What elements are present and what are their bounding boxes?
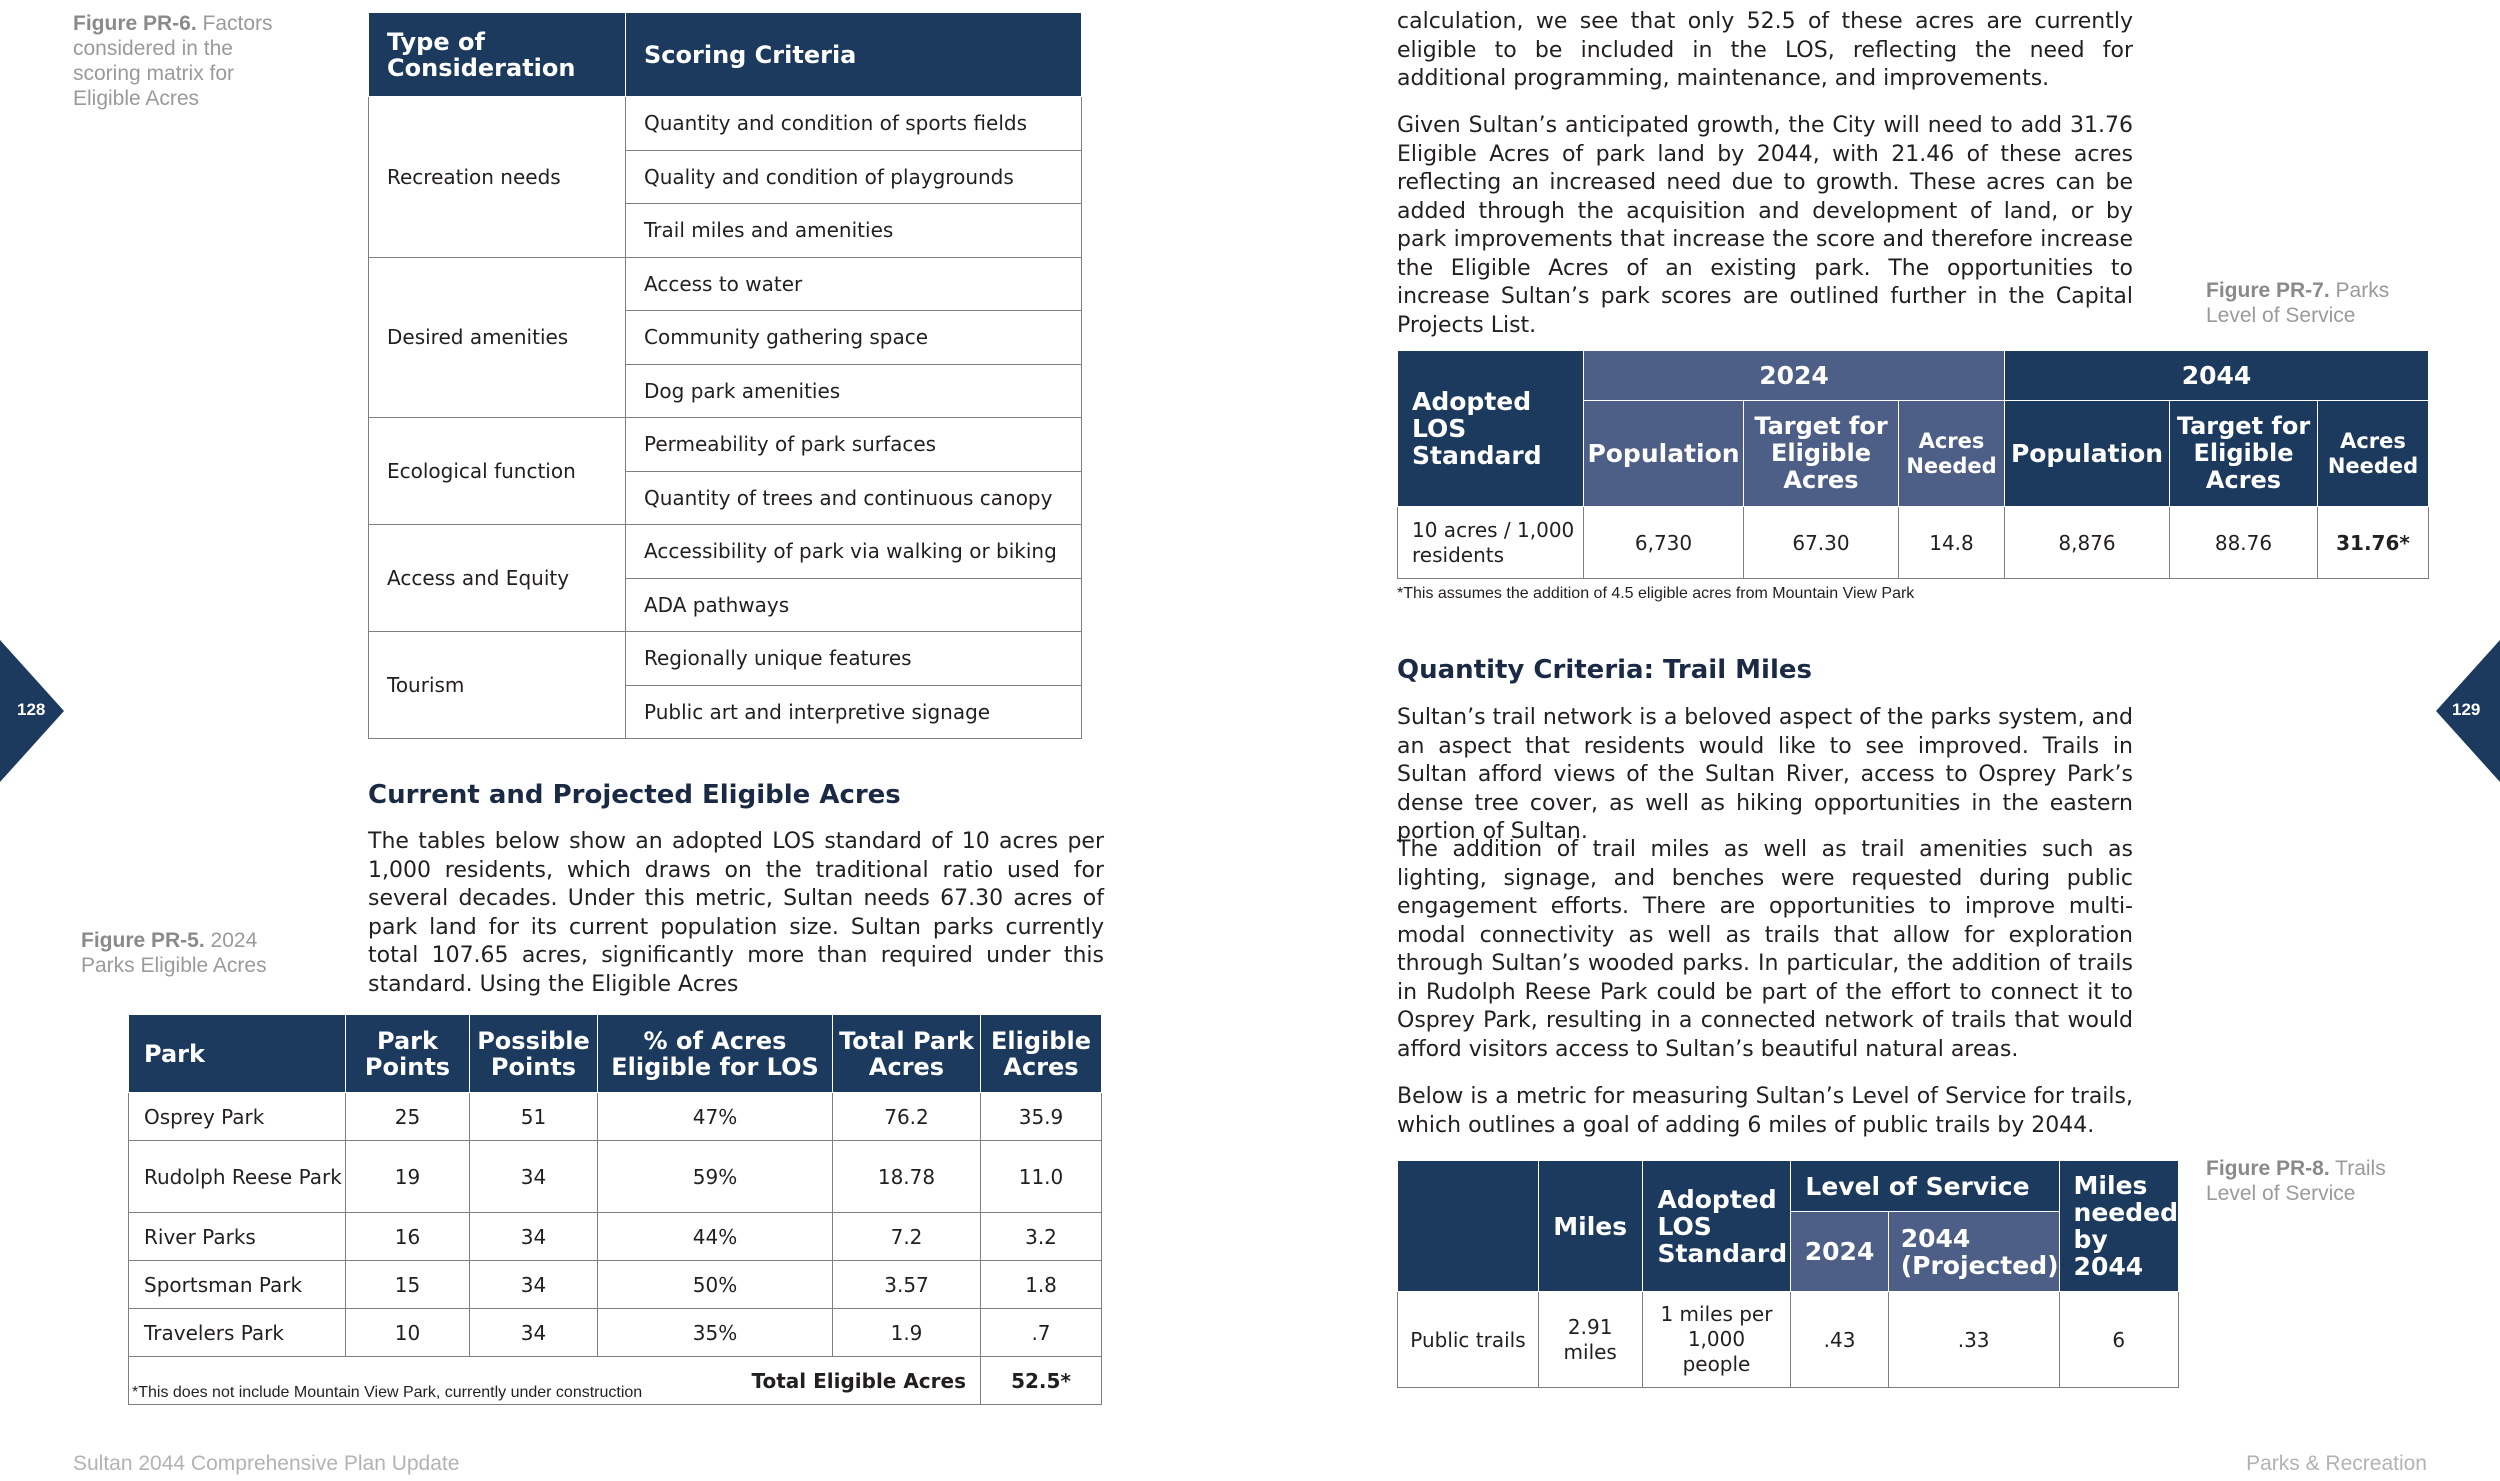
- type-cell: Tourism: [369, 632, 626, 739]
- pct-eligible: 59%: [598, 1141, 833, 1213]
- figure-text: 2024 Parks Eligible Acres: [81, 929, 267, 977]
- criteria-cell: Trail miles and amenities: [626, 204, 1082, 258]
- park-name: Travelers Park: [129, 1309, 346, 1357]
- trail-los-2024: .43: [1791, 1292, 1888, 1388]
- trail-los-2044: .33: [1888, 1292, 2059, 1388]
- pct-eligible: 47%: [598, 1093, 833, 1141]
- park-points: 10: [346, 1309, 470, 1357]
- figure-label: Figure PR-6.: [73, 12, 197, 35]
- trail-miles-needed: 6: [2059, 1292, 2178, 1388]
- figure-pr5-caption: [81, 928, 301, 978]
- table-row: [1398, 507, 2429, 579]
- target-2024: 67.30: [1744, 507, 1899, 579]
- header-target-2044: Target for Eligible Acres: [2170, 401, 2318, 507]
- pct-eligible: 44%: [598, 1213, 833, 1261]
- park-name: River Parks: [129, 1213, 346, 1261]
- trail-type: Public trails: [1398, 1292, 1539, 1388]
- criteria-cell: Public art and interpretive signage: [626, 685, 1082, 739]
- figure-label: Figure PR-5.: [81, 929, 205, 952]
- parks-table-footnote: *This does not include Mountain View Park, currently under construction: [132, 1384, 643, 1401]
- trail-paragraph-1: Sultan’s trail network is a beloved aspect of the parks system, and an aspect that residents would like to see improved. Trails in Sultan afford views of the Sultan River, access to Osprey Park’s dense tree cover, as well as hiking opportunities in the eastern portion of Sultan.: [1397, 705, 2133, 844]
- table-row: [129, 1141, 1102, 1213]
- figure-text: Trails Level of Service: [2206, 1157, 2386, 1205]
- park-name: Rudolph Reese Park: [129, 1141, 346, 1213]
- header-year-2024: 2024: [1584, 351, 2005, 401]
- criteria-cell: ADA pathways: [626, 578, 1082, 632]
- header-type: Type of Consideration: [369, 13, 626, 97]
- section-heading-eligible-acres: Current and Projected Eligible Acres: [368, 780, 901, 810]
- page-number-right: 129: [2452, 700, 2481, 719]
- parks-eligible-acres-table: [128, 1014, 1102, 1405]
- header-los-2024: 2024: [1791, 1212, 1888, 1292]
- figure-pr8-caption: [2206, 1156, 2436, 1206]
- eligible-acres: 35.9: [981, 1093, 1102, 1141]
- table-total-row: [129, 1357, 1102, 1405]
- section-heading-trail-miles: Quantity Criteria: Trail Miles: [1397, 655, 1812, 685]
- header-level-of-service: Level of Service: [1791, 1161, 2059, 1212]
- page-number-left: 128: [17, 700, 46, 719]
- header-park: Park: [129, 1015, 346, 1093]
- header-possible-points: Possible Points: [470, 1015, 598, 1093]
- total-label-cell: [129, 1357, 981, 1405]
- type-cell: Recreation needs: [369, 97, 626, 258]
- trail-standard: 1 miles per 1,000 people: [1642, 1292, 1791, 1388]
- los-standard: 10 acres / 1,000 residents: [1398, 507, 1584, 579]
- acres-needed-2044: 31.76*: [2318, 507, 2429, 579]
- figure-text: Factors considered in the scoring matrix for Eligible Acres: [73, 12, 273, 110]
- trails-los-table: [1397, 1160, 2179, 1388]
- total-label: Total Eligible Acres: [751, 1369, 966, 1393]
- header-eligible-acres: Eligible Acres: [981, 1015, 1102, 1093]
- criteria-cell: Quantity and condition of sports fields: [626, 97, 1082, 151]
- table-row: [129, 1213, 1102, 1261]
- section-paragraph: The tables below show an adopted LOS standard of 10 acres per 1,000 residents, which draws on the traditional ratio used for several decades. Under this metric, Sultan needs 67.30 acres of park land for its current population size. Sultan parks currently total 107.65 acres, significantly more than required under this standard. Using the Eligible Acres: [368, 829, 1104, 997]
- criteria-cell: Dog park amenities: [626, 364, 1082, 418]
- figure-pr7-caption: [2206, 278, 2436, 328]
- intro-paragraph-1: calculation, we see that only 52.5 of these acres are currently eligible to be included in the LOS, reflecting the need for additional programming, maintenance, and improvements.: [1397, 9, 2133, 91]
- criteria-cell: Permeability of park surfaces: [626, 418, 1082, 472]
- possible-points: 51: [470, 1093, 598, 1141]
- header-population-2044: Population: [2005, 401, 2170, 507]
- total-acres: 7.2: [833, 1213, 981, 1261]
- figure-pr6-caption: [73, 11, 303, 111]
- trail-paragraph-3: Below is a metric for measuring Sultan’s Level of Service for trails, which outlines a goal of adding 6 miles of public trails by 2044.: [1397, 1084, 2133, 1138]
- header-population-2024: Population: [1584, 401, 1744, 507]
- footer-right: Parks & Recreation: [2246, 1452, 2427, 1475]
- target-2044: 88.76: [2170, 507, 2318, 579]
- park-name: Sportsman Park: [129, 1261, 346, 1309]
- header-park-points: Park Points: [346, 1015, 470, 1093]
- population-2044: 8,876: [2005, 507, 2170, 579]
- park-points: 16: [346, 1213, 470, 1261]
- parks-los-table: [1397, 350, 2429, 579]
- footer-left: Sultan 2044 Comprehensive Plan Update: [73, 1452, 460, 1475]
- type-cell: Access and Equity: [369, 525, 626, 632]
- header-criteria: Scoring Criteria: [626, 13, 1082, 97]
- criteria-cell: Regionally unique features: [626, 632, 1082, 686]
- header-acres-needed-2024: Acres Needed: [1899, 401, 2005, 507]
- park-name: Osprey Park: [129, 1093, 346, 1141]
- header-adopted-standard: Adopted LOS Standard: [1642, 1161, 1791, 1292]
- header-year-2044: 2044: [2005, 351, 2429, 401]
- acres-needed-2024: 14.8: [1899, 507, 2005, 579]
- table-row: [129, 1309, 1102, 1357]
- park-points: 25: [346, 1093, 470, 1141]
- total-acres: 76.2: [833, 1093, 981, 1141]
- los-table-footnote: *This assumes the addition of 4.5 eligible acres from Mountain View Park: [1397, 585, 1915, 602]
- trail-paragraph-2: The addition of trail miles as well as trail amenities such as lighting, signage, and benches were requested during public engagement efforts. There are opportunities to improve multi-modal connectivity as well as trails that allow for exploration through Sultan’s wooded parks. In particular, the addition of trails in Rudolph Reese Park could be part of the effort to connect it to Osprey Park, resulting in a connected network of trails that would afford visitors access to Sultan’s beautiful natural areas.: [1397, 837, 2133, 1062]
- criteria-cell: Community gathering space: [626, 311, 1082, 365]
- header-adopted-los: Adopted LOS Standard: [1398, 351, 1584, 507]
- eligible-acres: 11.0: [981, 1141, 1102, 1213]
- total-value: 52.5*: [981, 1357, 1102, 1405]
- header-blank: [1398, 1161, 1539, 1292]
- trail-miles: 2.91 miles: [1538, 1292, 1642, 1388]
- criteria-cell: Quantity of trees and continuous canopy: [626, 471, 1082, 525]
- eligible-acres: .7: [981, 1309, 1102, 1357]
- eligible-acres: 1.8: [981, 1261, 1102, 1309]
- type-cell: Ecological function: [369, 418, 626, 525]
- header-miles-needed: Miles needed by 2044: [2059, 1161, 2178, 1292]
- table-row: [129, 1261, 1102, 1309]
- figure-label: Figure PR-8.: [2206, 1157, 2330, 1180]
- total-acres: 1.9: [833, 1309, 981, 1357]
- header-pct-eligible: % of Acres Eligible for LOS: [598, 1015, 833, 1093]
- total-acres: 3.57: [833, 1261, 981, 1309]
- criteria-cell: Quality and condition of playgrounds: [626, 150, 1082, 204]
- header-target-2024: Target for Eligible Acres: [1744, 401, 1899, 507]
- possible-points: 34: [470, 1213, 598, 1261]
- header-total-acres: Total Park Acres: [833, 1015, 981, 1093]
- population-2024: 6,730: [1584, 507, 1744, 579]
- eligible-acres: 3.2: [981, 1213, 1102, 1261]
- type-cell: Desired amenities: [369, 257, 626, 418]
- possible-points: 34: [470, 1261, 598, 1309]
- park-points: 19: [346, 1141, 470, 1213]
- scoring-criteria-table: [368, 12, 1082, 739]
- total-acres: 18.78: [833, 1141, 981, 1213]
- park-points: 15: [346, 1261, 470, 1309]
- figure-text: Parks Level of Service: [2206, 279, 2390, 327]
- possible-points: 34: [470, 1309, 598, 1357]
- criteria-cell: Access to water: [626, 257, 1082, 311]
- header-miles: Miles: [1538, 1161, 1642, 1292]
- possible-points: 34: [470, 1141, 598, 1213]
- header-acres-needed-2044: Acres Needed: [2318, 401, 2429, 507]
- figure-label: Figure PR-7.: [2206, 279, 2330, 302]
- header-los-2044: 2044 (Projected): [1888, 1212, 2059, 1292]
- criteria-cell: Accessibility of park via walking or biking: [626, 525, 1082, 579]
- table-row: [1398, 1292, 2179, 1388]
- pct-eligible: 35%: [598, 1309, 833, 1357]
- intro-paragraph-2: Given Sultan’s anticipated growth, the City will need to add 31.76 Eligible Acres of park land by 2044, with 21.46 of these acres reflecting an increased need due to growth. These acres can be added through the acquisition and development of land, or by park improvements that increase the score and therefore increase the Eligible Acres of an existing park. The opportunities to increase Sultan’s park scores are outlined further in the Capital Projects List.: [1397, 113, 2133, 338]
- table-row: [129, 1093, 1102, 1141]
- pct-eligible: 50%: [598, 1261, 833, 1309]
